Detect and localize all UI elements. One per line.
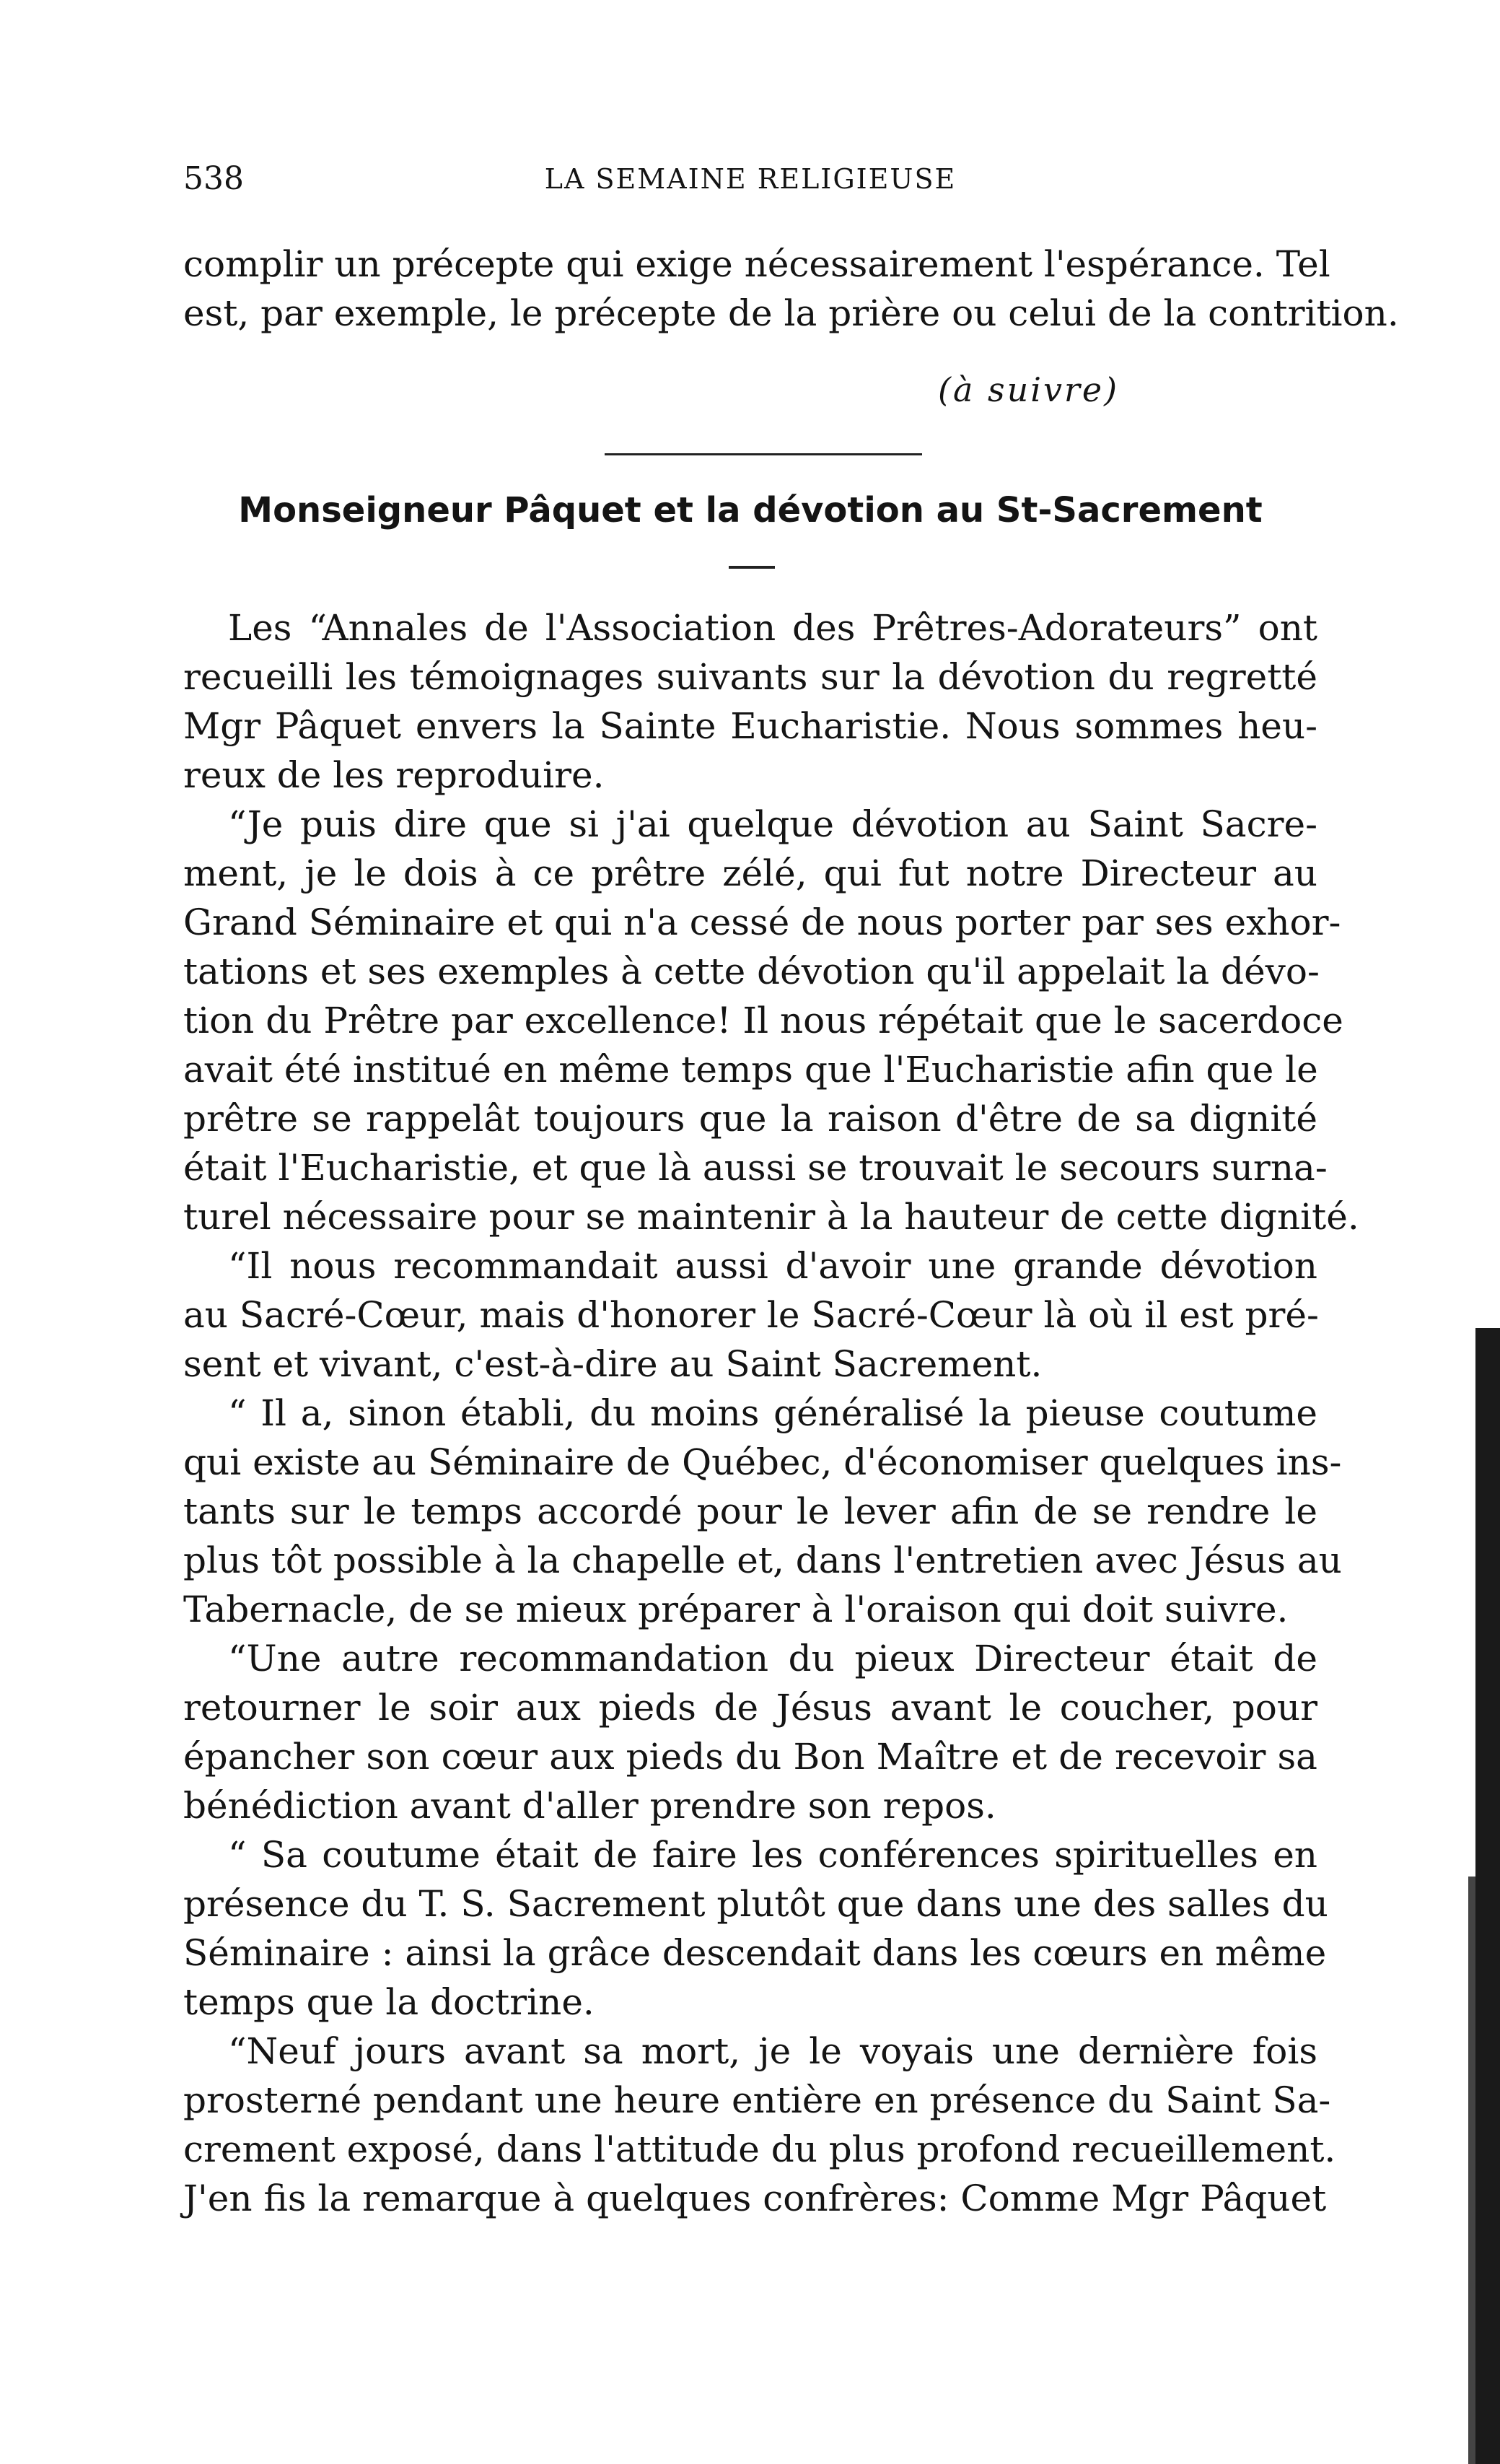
text-line: sent et vivant, c'est-à-dire au Saint Sacrement. <box>183 1343 1043 1385</box>
text-line: qui existe au Séminaire de Québec, d'économiser quelques ins- <box>183 1441 1342 1483</box>
text-line: recueilli les témoignages suivants sur la dévotion du regretté <box>183 656 1317 698</box>
text-line: tants sur le temps accordé pour le lever afin de se rendre le <box>183 1490 1317 1532</box>
text-line: turel nécessaire pour se maintenir à la hauteur de cette dignité. <box>183 1196 1359 1238</box>
to-be-continued: (à suivre) <box>938 370 1120 409</box>
text-line: était l'Eucharistie, et que là aussi se trouvait le secours surna- <box>183 1147 1328 1189</box>
text-line: est, par exemple, le précepte de la prière ou celui de la contrition. <box>183 292 1399 334</box>
text-line: temps que la doctrine. <box>183 1981 595 2023</box>
section-divider <box>605 453 922 455</box>
text-line: J'en fis la remarque à quelques confrères: Comme Mgr Pâquet <box>183 2177 1327 2219</box>
scan-edge-shadow <box>1468 1877 1475 2464</box>
text-line: retourner le soir aux pieds de Jésus avant le coucher, pour <box>183 1687 1317 1729</box>
text-line: Mgr Pâquet envers la Sainte Eucharistie. Nous sommes heu- <box>183 705 1317 747</box>
paragraph <box>183 1389 1342 1634</box>
article-title: Monseigneur Pâquet et la dévotion au St-Sacrement <box>238 490 1263 530</box>
text-line: bénédiction avant d'aller prendre son repos. <box>183 1785 996 1827</box>
paragraph <box>183 1634 1317 1830</box>
text-line: “Une autre recommandation du pieux Directeur était de <box>228 1638 1317 1679</box>
text-line: tations et ses exemples à cette dévotion qu'il appelait la dévo- <box>183 951 1320 992</box>
text-line: plus tôt possible à la chapelle et, dans l'entretien avec Jésus au <box>183 1539 1342 1581</box>
paragraph <box>183 603 1317 800</box>
text-line: prêtre se rappelât toujours que la raison d'être de sa dignité <box>183 1098 1317 1140</box>
text-line: épancher son cœur aux pieds du Bon Maître et de recevoir sa <box>183 1736 1317 1778</box>
text-line: “Il nous recommandait aussi d'avoir une grande dévotion <box>228 1245 1317 1287</box>
text-line: prosterné pendant une heure entière en présence du Saint Sa- <box>183 2079 1331 2121</box>
text-line: au Sacré-Cœur, mais d'honorer le Sacré-Cœur là où il est pré- <box>183 1294 1319 1336</box>
text-line: “Neuf jours avant sa mort, je le voyais une dernière fois <box>228 2030 1317 2072</box>
article-body <box>183 603 1359 2223</box>
text-line: Séminaire : ainsi la grâce descendait dans les cœurs en même <box>183 1932 1327 1974</box>
text-line: “Je puis dire que si j'ai quelque dévotion au Saint Sacre- <box>228 803 1317 845</box>
paragraph <box>183 2027 1336 2223</box>
page-number: 538 <box>183 160 244 197</box>
continuation-text <box>183 240 1399 338</box>
text-line: “ Sa coutume était de faire les conférences spirituelles en <box>228 1834 1317 1876</box>
page-header <box>183 157 1317 201</box>
text-line: présence du T. S. Sacrement plutôt que dans une des salles du <box>183 1883 1328 1925</box>
text-line: complir un précepte qui exige nécessairement l'espérance. Tel <box>183 243 1330 285</box>
title-rule <box>729 566 775 569</box>
text-line: Grand Séminaire et qui n'a cessé de nous porter par ses exhor- <box>183 901 1341 943</box>
running-title: LA SEMAINE RELIGIEUSE <box>544 163 957 195</box>
text-line: ment, je le dois à ce prêtre zélé, qui fut notre Directeur au <box>183 852 1317 894</box>
paragraph <box>183 1830 1328 2027</box>
text-line: Tabernacle, de se mieux préparer à l'oraison qui doit suivre. <box>183 1589 1289 1630</box>
text-line: Les “Annales de l'Association des Prêtres-Adorateurs” ont <box>228 607 1317 649</box>
paragraph <box>183 800 1359 1241</box>
text-line: reux de les reproduire. <box>183 754 605 796</box>
text-line: tion du Prêtre par excellence! Il nous répétait que le sacerdoce <box>183 1000 1343 1041</box>
text-line: avait été institué en même temps que l'Eucharistie afin que le <box>183 1049 1318 1091</box>
text-line: crement exposé, dans l'attitude du plus profond recueillement. <box>183 2128 1336 2170</box>
scan-edge-shadow <box>1475 1328 1500 2464</box>
paragraph <box>183 1241 1317 1389</box>
text-line: “ Il a, sinon établi, du moins généralisé la pieuse coutume <box>228 1392 1317 1434</box>
